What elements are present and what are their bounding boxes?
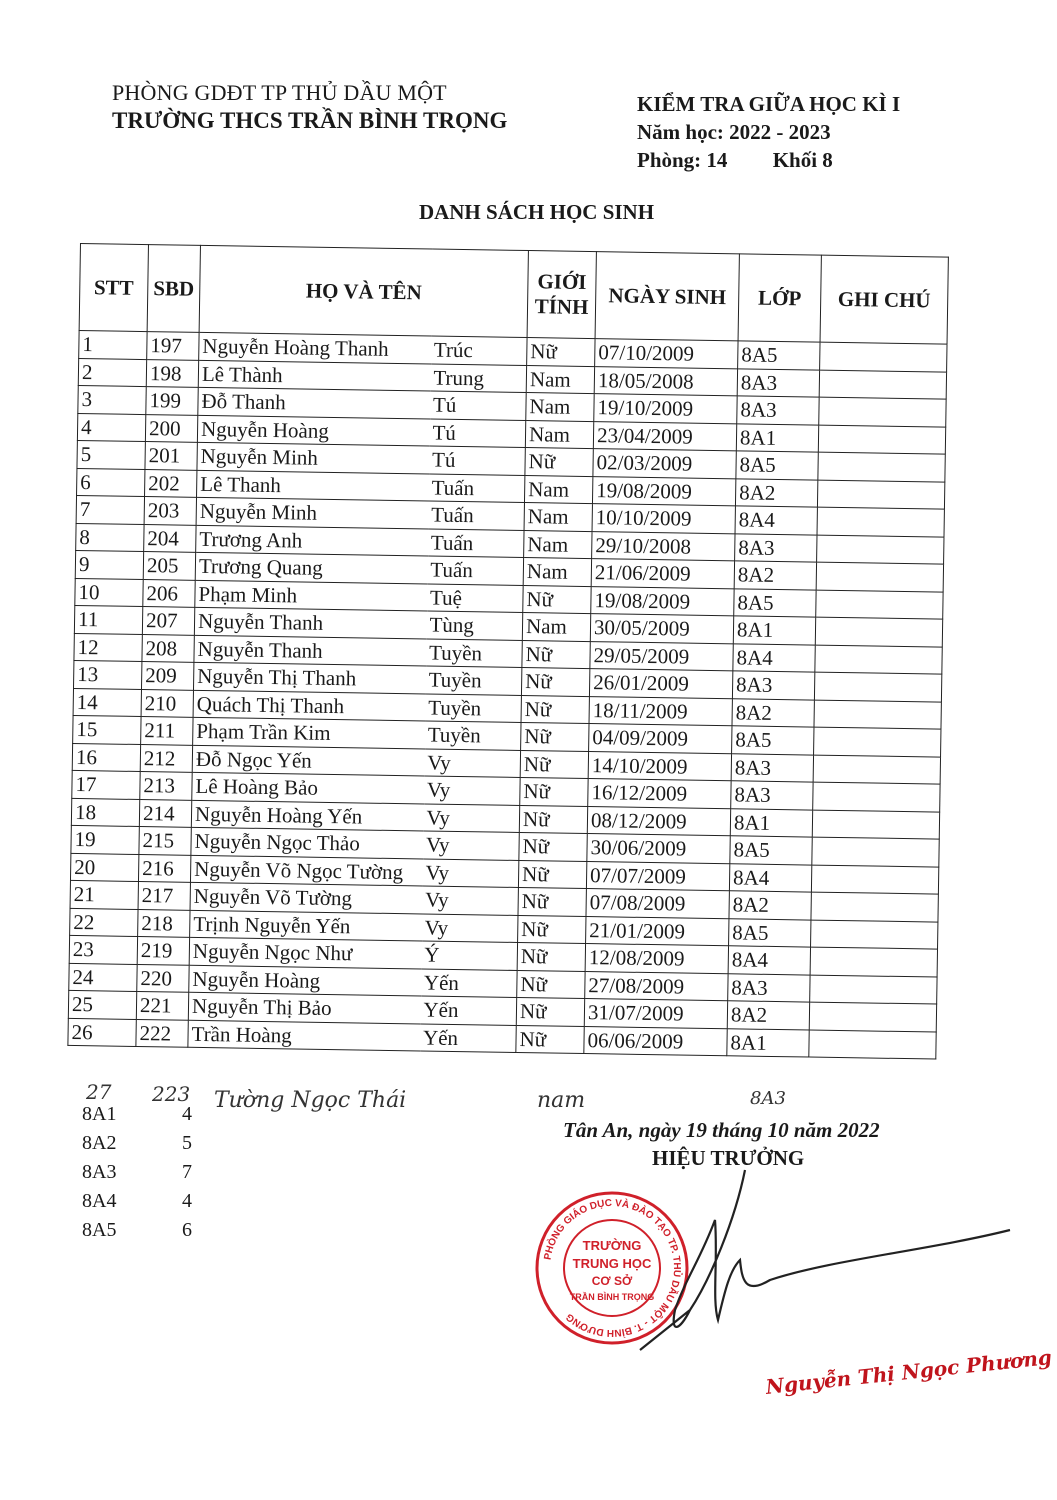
cell-class: 8A4 (728, 946, 810, 975)
summary-row (82, 1100, 192, 1129)
stamp-line1: TRƯỜNG (582, 1238, 642, 1253)
cell-class: 8A4 (729, 863, 811, 892)
cell-gender: Nữ (520, 777, 588, 806)
summary-class: 8A5 (82, 1219, 117, 1241)
summary-count: 5 (182, 1132, 192, 1154)
school-year: Năm học: 2022 - 2023 (637, 120, 831, 144)
cell-gender: Nam (524, 530, 592, 559)
cell-given-name: Vy (423, 831, 519, 860)
handwritten-class: 8A3 (750, 1088, 786, 1109)
cell-surname: Nguyễn Hoàng Yến (191, 800, 423, 831)
cell-gender: Nữ (521, 667, 589, 696)
summary-row (82, 1187, 192, 1216)
cell-gender: Nữ (521, 722, 589, 751)
cell-note (811, 920, 938, 949)
cell-gender: Nam (525, 420, 593, 449)
cell-sbd: 199 (146, 387, 198, 415)
cell-surname: Nguyễn Minh (196, 497, 428, 528)
cell-class: 8A2 (732, 698, 814, 727)
cell-stt: 11 (74, 605, 142, 634)
cell-note (815, 617, 942, 646)
cell-dob: 19/08/2009 (592, 476, 735, 506)
cell-gender: Nữ (520, 750, 588, 779)
header-stt: STT (79, 244, 148, 332)
cell-sbd: 203 (144, 497, 196, 525)
cell-stt: 20 (70, 853, 138, 882)
cell-sbd: 222 (136, 1019, 188, 1047)
cell-surname: Phạm Trần Kim (193, 717, 425, 748)
cell-surname: Nguyễn Hoàng Thanh (199, 332, 431, 363)
summary-count: 4 (182, 1103, 192, 1125)
cell-gender: Nữ (523, 585, 591, 614)
cell-dob: 06/06/2009 (584, 1026, 727, 1056)
cell-stt: 5 (77, 440, 145, 469)
page-title: DANH SÁCH HỌC SINH (418, 200, 655, 224)
cell-gender: Nam (524, 475, 592, 504)
cell-class: 8A3 (737, 396, 819, 425)
summary-row (82, 1216, 192, 1245)
cell-note (810, 947, 937, 976)
signer-role: HIỆU TRƯỞNG (652, 1146, 805, 1170)
cell-gender: Nữ (519, 832, 587, 861)
cell-note (817, 480, 944, 509)
cell-class: 8A1 (736, 423, 818, 452)
cell-sbd: 204 (144, 524, 196, 552)
cell-given-name: Vy (422, 858, 518, 887)
student-table (67, 243, 949, 1060)
cell-class: 8A3 (728, 973, 810, 1002)
cell-sbd: 221 (136, 991, 188, 1019)
room-number: Phòng: 14 (637, 148, 728, 172)
cell-stt: 9 (75, 550, 143, 579)
cell-note (815, 645, 942, 674)
cell-note (810, 975, 937, 1004)
cell-stt: 22 (70, 908, 138, 937)
table-body (68, 330, 947, 1059)
summary-count: 7 (182, 1161, 192, 1183)
cell-dob: 19/08/2009 (591, 586, 734, 616)
cell-stt: 18 (71, 798, 139, 827)
cell-class: 8A2 (727, 1001, 809, 1030)
cell-given-name: Tuyền (425, 666, 521, 695)
cell-surname: Lê Thành (198, 360, 430, 391)
cell-given-name: Tuấn (428, 501, 524, 530)
cell-class: 8A3 (732, 671, 814, 700)
room-grade (637, 146, 900, 174)
signature-mark (630, 1160, 1030, 1360)
stamp-line4: TRẦN BÌNH TRỌNG (569, 1292, 655, 1302)
handwritten-gender: nam (537, 1088, 586, 1113)
cell-given-name: Trúc (431, 336, 527, 365)
cell-stt: 4 (77, 413, 145, 442)
cell-surname: Lê Hoàng Bảo (192, 772, 424, 803)
cell-class: 8A2 (735, 478, 817, 507)
cell-given-name: Vy (422, 886, 518, 915)
header-dob: NGÀY SINH (595, 252, 739, 341)
cell-sbd: 210 (141, 689, 193, 717)
cell-surname: Nguyễn Hoàng (189, 965, 421, 996)
header-left (112, 80, 507, 134)
cell-dob: 18/11/2009 (589, 696, 732, 726)
table-header-row (79, 244, 948, 345)
cell-class: 8A5 (738, 341, 820, 370)
cell-surname: Nguyễn Võ Tường (190, 882, 422, 913)
cell-stt: 24 (69, 963, 137, 992)
cell-note (818, 452, 945, 481)
cell-given-name: Trung (430, 364, 526, 393)
class-summary (82, 1100, 192, 1245)
cell-dob: 02/03/2009 (593, 449, 736, 479)
cell-given-name: Tùng (426, 611, 522, 640)
cell-sbd: 215 (139, 827, 191, 855)
cell-dob: 18/05/2008 (594, 366, 737, 396)
cell-note (820, 342, 947, 371)
cell-surname: Trần Hoàng (188, 1020, 420, 1051)
cell-class: 8A3 (731, 753, 813, 782)
cell-stt: 19 (71, 825, 139, 854)
cell-given-name: Vy (422, 913, 518, 942)
cell-gender: Nam (523, 558, 591, 587)
cell-class: 8A2 (734, 561, 816, 590)
cell-given-name: Tú (429, 419, 525, 448)
cell-sbd: 214 (139, 799, 191, 827)
cell-stt: 26 (68, 1018, 136, 1047)
cell-sbd: 213 (140, 772, 192, 800)
summary-row (82, 1129, 192, 1158)
cell-given-name: Tú (429, 446, 525, 475)
cell-dob: 07/08/2009 (586, 889, 729, 919)
cell-stt: 23 (69, 935, 137, 964)
cell-note (814, 727, 941, 756)
cell-sbd: 220 (137, 964, 189, 992)
cell-sbd: 212 (140, 744, 192, 772)
cell-class: 8A3 (735, 533, 817, 562)
summary-class: 8A3 (82, 1161, 117, 1183)
cell-given-name: Tuấn (428, 529, 524, 558)
header-note: GHI CHÚ (820, 255, 948, 344)
cell-class: 8A3 (737, 368, 819, 397)
cell-note (819, 397, 946, 426)
cell-sbd: 216 (138, 854, 190, 882)
handwritten-sbd: 223 (152, 1082, 191, 1106)
cell-given-name: Vy (424, 776, 520, 805)
cell-gender: Nữ (519, 805, 587, 834)
student-table-wrapper (67, 243, 968, 1107)
cell-gender: Nữ (516, 1025, 584, 1054)
cell-gender: Nữ (518, 915, 586, 944)
header-gender-line1: GIỚI (537, 269, 587, 294)
cell-dob: 16/12/2009 (588, 779, 731, 809)
header-sbd: SBD (147, 245, 200, 333)
signer-name: Nguyễn Thị Ngọc Phương (764, 1345, 1053, 1399)
cell-stt: 3 (78, 385, 146, 414)
cell-gender: Nữ (525, 448, 593, 477)
cell-surname: Nguyễn Ngọc Như (189, 937, 421, 968)
cell-sbd: 201 (145, 442, 197, 470)
cell-stt: 6 (77, 468, 145, 497)
cell-dob: 31/07/2009 (584, 999, 727, 1029)
cell-surname: Đỗ Ngọc Yến (192, 745, 424, 776)
cell-dob: 07/07/2009 (586, 861, 729, 891)
cell-surname: Trịnh Nguyễn Yến (190, 910, 422, 941)
cell-surname: Đỗ Thanh (198, 387, 430, 418)
cell-sbd: 219 (137, 936, 189, 964)
cell-gender: Nam (522, 613, 590, 642)
cell-dob: 30/05/2009 (590, 614, 733, 644)
cell-stt: 15 (73, 715, 141, 744)
cell-stt: 8 (76, 523, 144, 552)
cell-dob: 04/09/2009 (589, 724, 732, 754)
stamp-line3: CƠ SỞ (591, 1274, 633, 1288)
header-gender-line2: TÍNH (534, 294, 589, 319)
cell-sbd: 218 (138, 909, 190, 937)
cell-given-name: Tuyền (425, 721, 521, 750)
summary-class: 8A1 (82, 1103, 117, 1125)
cell-note (817, 535, 944, 564)
cell-sbd: 197 (147, 332, 199, 360)
cell-stt: 17 (72, 770, 140, 799)
cell-gender: Nữ (527, 338, 595, 367)
cell-class: 8A5 (732, 726, 814, 755)
cell-surname: Phạm Minh (195, 580, 427, 611)
header-gender (527, 251, 596, 339)
cell-note (813, 755, 940, 784)
cell-gender: Nữ (518, 887, 586, 916)
cell-sbd: 205 (143, 552, 195, 580)
cell-class: 8A5 (734, 588, 816, 617)
cell-class: 8A5 (730, 836, 812, 865)
cell-note (809, 1002, 936, 1031)
cell-dob: 10/10/2009 (592, 504, 735, 534)
cell-given-name: Vy (424, 748, 520, 777)
department-name: PHÒNG GDĐT TP THỦ DẦU MỘT (112, 80, 447, 105)
cell-dob: 12/08/2009 (585, 944, 728, 974)
cell-given-name: Tuệ (427, 583, 523, 612)
cell-dob: 21/01/2009 (586, 916, 729, 946)
stamp-line2: TRUNG HỌC (572, 1256, 652, 1271)
cell-sbd: 217 (138, 881, 190, 909)
cell-class: 8A3 (731, 781, 813, 810)
summary-count: 4 (182, 1190, 192, 1212)
cell-class: 8A1 (730, 808, 812, 837)
cell-note (818, 425, 945, 454)
cell-surname: Trương Quang (195, 552, 427, 583)
cell-stt: 25 (68, 990, 136, 1019)
cell-given-name: Tuấn (428, 474, 524, 503)
cell-given-name: Tú (430, 391, 526, 420)
cell-note (816, 590, 943, 619)
cell-given-name: Yến (420, 1023, 516, 1052)
cell-given-name: Yến (421, 968, 517, 997)
cell-note (811, 865, 938, 894)
cell-class: 8A4 (735, 506, 817, 535)
cell-class: 8A4 (733, 643, 815, 672)
cell-surname: Lê Thanh (197, 470, 429, 501)
cell-surname: Quách Thị Thanh (193, 690, 425, 721)
cell-gender: Nữ (517, 942, 585, 971)
cell-note (817, 507, 944, 536)
cell-stt: 13 (74, 660, 142, 689)
cell-given-name: Ý (421, 941, 517, 970)
header-class: LỚP (738, 254, 821, 342)
cell-surname: Nguyễn Hoàng (197, 415, 429, 446)
school-name: TRƯỜNG THCS TRẦN BÌNH TRỌNG (112, 108, 508, 133)
cell-dob: 14/10/2009 (588, 751, 731, 781)
cell-note (811, 892, 938, 921)
cell-stt: 10 (75, 578, 143, 607)
exam-title: KIỂM TRA GIỮA HỌC KÌ I (637, 92, 901, 116)
cell-note (812, 810, 939, 839)
cell-given-name: Tuyền (426, 638, 522, 667)
cell-stt: 2 (78, 358, 146, 387)
grade: Khối 8 (772, 148, 833, 172)
header-right (637, 90, 900, 174)
cell-given-name: Vy (423, 803, 519, 832)
cell-sbd: 211 (141, 717, 193, 745)
cell-sbd: 209 (142, 662, 194, 690)
cell-dob: 08/12/2009 (587, 806, 730, 836)
cell-class: 8A1 (733, 616, 815, 645)
cell-note (809, 1030, 936, 1059)
cell-sbd: 202 (145, 469, 197, 497)
cell-surname: Trương Anh (196, 525, 428, 556)
cell-class: 8A5 (729, 918, 811, 947)
cell-surname: Nguyễn Minh (197, 442, 429, 473)
cell-stt: 7 (76, 495, 144, 524)
cell-dob: 19/10/2009 (594, 394, 737, 424)
cell-surname: Nguyễn Ngọc Thảo (191, 827, 423, 858)
cell-gender: Nam (524, 503, 592, 532)
cell-surname: Nguyễn Thị Bảo (188, 992, 420, 1023)
cell-class: 8A1 (727, 1028, 809, 1057)
cell-surname: Nguyễn Thanh (194, 607, 426, 638)
cell-surname: Nguyễn Thị Thanh (193, 662, 425, 693)
cell-stt: 14 (73, 688, 141, 717)
cell-note (812, 837, 939, 866)
cell-stt: 12 (74, 633, 142, 662)
cell-dob: 26/01/2009 (589, 669, 732, 699)
cell-given-name: Tuấn (427, 556, 523, 585)
handwritten-name: Tường Ngọc Thái (214, 1088, 407, 1113)
summary-row (82, 1158, 192, 1187)
cell-stt: 16 (72, 743, 140, 772)
cell-class: 8A5 (736, 451, 818, 480)
cell-dob: 27/08/2009 (585, 971, 728, 1001)
summary-class: 8A4 (82, 1190, 117, 1212)
handwritten-stt: 27 (86, 1080, 112, 1104)
cell-gender: Nữ (518, 860, 586, 889)
cell-sbd: 208 (142, 634, 194, 662)
cell-dob: 21/06/2009 (591, 559, 734, 589)
stamp-ring-path: PHÒNG GIÁO DỤC VÀ ĐÀO TẠO TP. THỦ DẦU MỘT - T. BÌNH DƯƠNG (542, 1197, 683, 1339)
cell-note (814, 672, 941, 701)
cell-dob: 29/05/2009 (590, 641, 733, 671)
cell-dob: 23/04/2009 (593, 421, 736, 451)
cell-gender: Nữ (516, 997, 584, 1026)
cell-note (819, 370, 946, 399)
summary-count: 6 (182, 1219, 192, 1241)
cell-class: 8A2 (729, 891, 811, 920)
cell-note (813, 782, 940, 811)
cell-given-name: Yến (420, 996, 516, 1025)
cell-sbd: 207 (142, 607, 194, 635)
cell-dob: 30/06/2009 (587, 834, 730, 864)
cell-gender: Nam (526, 365, 594, 394)
cell-dob: 29/10/2008 (592, 531, 735, 561)
header-name: HỌ VÀ TÊN (199, 245, 528, 337)
cell-stt: 1 (79, 330, 147, 359)
cell-gender: Nữ (517, 970, 585, 999)
cell-given-name: Tuyền (425, 693, 521, 722)
cell-gender: Nữ (522, 640, 590, 669)
cell-sbd: 200 (145, 414, 197, 442)
cell-dob: 07/10/2009 (595, 339, 738, 369)
cell-gender: Nữ (521, 695, 589, 724)
cell-sbd: 198 (146, 359, 198, 387)
cell-note (816, 562, 943, 591)
cell-note (814, 700, 941, 729)
summary-class: 8A2 (82, 1132, 117, 1154)
cell-stt: 21 (70, 880, 138, 909)
cell-surname: Nguyễn Thanh (194, 635, 426, 666)
cell-sbd: 206 (143, 579, 195, 607)
cell-surname: Nguyễn Võ Ngọc Tường (190, 855, 422, 886)
cell-gender: Nam (526, 393, 594, 422)
place-date: Tân An, ngày 19 tháng 10 năm 2022 (563, 1118, 880, 1142)
